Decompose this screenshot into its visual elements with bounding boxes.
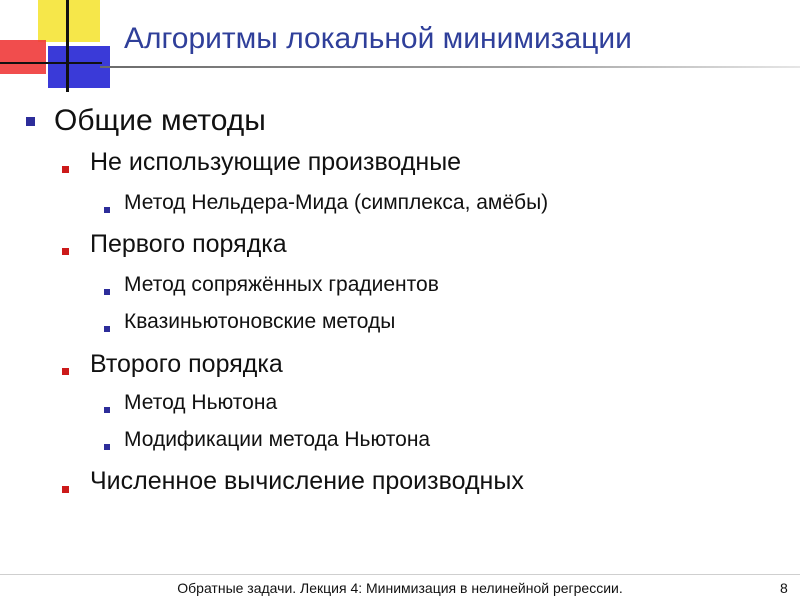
- title-divider: [100, 66, 800, 68]
- list-item-level2: Численное вычисление производных: [90, 467, 524, 495]
- list-item-level3: Метод Ньютона: [124, 391, 278, 414]
- bullet-square-icon: [104, 444, 110, 450]
- bullet-square-icon: [104, 207, 110, 213]
- list-item-level2: Первого порядка: [90, 230, 287, 258]
- logo-vertical-line: [66, 0, 69, 92]
- list-item-level2: Не использующие производные: [90, 148, 462, 176]
- list-item-level2: Второго порядка: [90, 350, 283, 378]
- bullet-square-icon: [62, 368, 69, 375]
- logo-red-square: [0, 40, 46, 74]
- bullet-square-icon: [62, 486, 69, 493]
- list-item-level3: Метод Нельдера-Мида (симплекса, амёбы): [124, 191, 549, 214]
- list-item-level3: Модификации метода Ньютона: [124, 428, 431, 451]
- list-item-level1: Общие методы: [54, 104, 266, 137]
- list-item-level3: Метод сопряжённых градиентов: [124, 273, 439, 296]
- bullet-square-icon: [104, 407, 110, 413]
- footer-divider: [0, 574, 800, 575]
- page-number: 8: [780, 580, 788, 596]
- list-item-level3: Квазиньютоновские методы: [124, 310, 396, 333]
- footer-caption: Обратные задачи. Лекция 4: Минимизация в нелинейной регрессии.: [177, 580, 623, 596]
- slide-title: Алгоритмы локальной минимизации: [124, 22, 632, 55]
- bullet-square-icon: [26, 117, 35, 126]
- logo-yellow-square: [38, 0, 100, 42]
- bullet-square-icon: [104, 326, 110, 332]
- bullet-square-icon: [62, 248, 69, 255]
- logo-horizontal-line: [0, 62, 102, 64]
- bullet-square-icon: [62, 166, 69, 173]
- bullet-square-icon: [104, 289, 110, 295]
